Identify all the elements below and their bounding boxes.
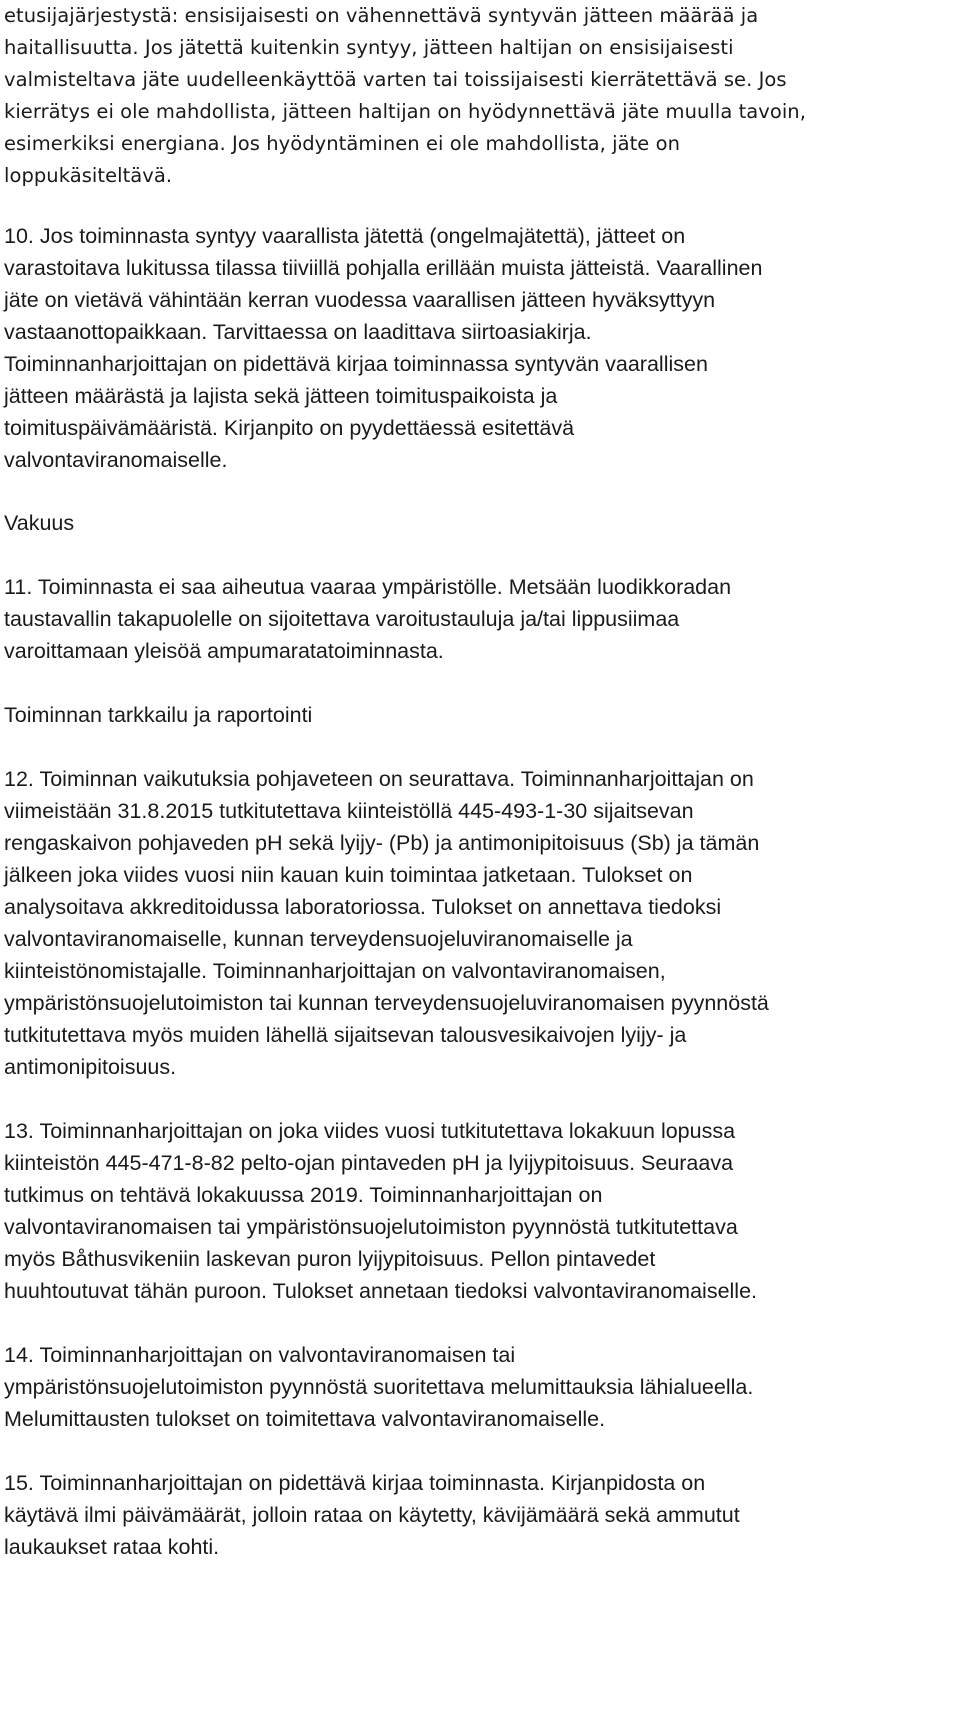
text-line: valvontaviranomaiselle. [4, 448, 228, 472]
section-heading-vakuus: Vakuus [4, 511, 75, 535]
text-line: valmisteltava jäte uudelleenkäyttöä varten tai toissijaisesti kierrätettävä se. Jos [4, 68, 787, 91]
text-line: viimeistään 31.8.2015 tutkitutettava kiinteistöllä 445-493-1-30 sijaitsevan [4, 799, 694, 823]
text-line: 10. Jos toiminnasta syntyy vaarallista jätettä (ongelmajätettä), jätteet on [4, 224, 686, 248]
text-line: esimerkiksi energiana. Jos hyödyntäminen ei ole mahdollista, jäte on [4, 132, 680, 155]
text-line: kiinteistön 445-471-8-82 pelto-ojan pintaveden pH ja lyijypitoisuus. Seuraava [4, 1151, 734, 1175]
text-line: antimonipitoisuus. [4, 1055, 177, 1079]
text-line: jäte on vietävä vähintään kerran vuodessa vaarallisen jätteen hyväksyttyyn [4, 288, 716, 312]
text-line: käytävä ilmi päivämäärät, jolloin rataa on käytetty, kävijämäärä sekä ammutut [4, 1503, 740, 1527]
text-line: varastoitava lukitussa tilassa tiiviillä pohjalla erillään muista jätteistä. Vaarallinen [4, 256, 763, 280]
text-line: 13. Toiminnanharjoittajan on joka viides vuosi tutkitutettava lokakuun lopussa [4, 1119, 736, 1143]
text-line: jätteen määrästä ja lajista sekä jätteen toimituspaikoista ja [4, 384, 558, 408]
text-line: rengaskaivon pohjaveden pH sekä lyijy- (Pb) ja antimonipitoisuus (Sb) ja tämän [4, 831, 760, 855]
text-line: jälkeen joka viides vuosi niin kauan kuin toimintaa jatketaan. Tulokset on [4, 863, 693, 887]
text-line: Melumittausten tulokset on toimitettava valvontaviranomaiselle. [4, 1407, 606, 1431]
text-line: kierrätys ei ole mahdollista, jätteen haltijan on hyödynnettävä jäte muulla tavoin, [4, 100, 806, 123]
text-line: tutkimus on tehtävä lokakuussa 2019. Toiminnanharjoittajan on [4, 1183, 603, 1207]
text-line: varoittamaan yleisöä ampumaratatoiminnasta. [4, 639, 444, 663]
text-line: valvontaviranomaiselle, kunnan terveydensuojeluviranomaiselle ja [4, 927, 633, 951]
text-line: analysoitava akkreditoidussa laboratoriossa. Tulokset on annettava tiedoksi [4, 895, 722, 919]
text-line: huuhtoutuvat tähän puroon. Tulokset annetaan tiedoksi valvontaviranomaiselle. [4, 1279, 758, 1303]
text-line: valvontaviranomaisen tai ympäristönsuojelutoimiston pyynnöstä tutkitutettava [4, 1215, 738, 1239]
text-line: etusijajärjestystä: ensisijaisesti on vähennettävä syntyvän jätteen määrää ja [4, 4, 759, 27]
text-line: 15. Toiminnanharjoittajan on pidettävä kirjaa toiminnasta. Kirjanpidosta on [4, 1471, 706, 1495]
text-line: toimituspäivämääristä. Kirjanpito on pyydettäessä esitettävä [4, 416, 575, 440]
text-line: taustavallin takapuolelle on sijoitettava varoitustauluja ja/tai lippusiimaa [4, 607, 680, 631]
text-line: 11. Toiminnasta ei saa aiheutua vaaraa ympäristölle. Metsään luodikkoradan [4, 575, 732, 599]
text-line: tutkitutettava myös muiden lähellä sijaitsevan talousvesikaivojen lyijy- ja [4, 1023, 687, 1047]
text-line: haitallisuutta. Jos jätettä kuitenkin syntyy, jätteen haltijan on ensisijaisesti [4, 36, 734, 59]
text-line: 12. Toiminnan vaikutuksia pohjaveteen on seurattava. Toiminnanharjoittajan on [4, 767, 754, 791]
text-line: loppukäsiteltävä. [4, 164, 173, 187]
text-line: myös Båthusvikeniin laskevan puron lyijypitoisuus. Pellon pintavedet [4, 1247, 656, 1271]
text-line: ympäristönsuojelutoimiston pyynnöstä suoritettava melumittauksia lähialueella. [4, 1375, 754, 1399]
section-heading-tarkkailu: Toiminnan tarkkailu ja raportointi [4, 703, 313, 727]
text-line: kiinteistönomistajalle. Toiminnanharjoittajan on valvontaviranomaisen, [4, 959, 666, 983]
text-line: ympäristönsuojelutoimiston tai kunnan terveydensuojeluviranomaisen pyynnöstä [4, 991, 769, 1015]
text-line: 14. Toiminnanharjoittajan on valvontaviranomaisen tai [4, 1343, 516, 1367]
text-line: Toiminnanharjoittajan on pidettävä kirjaa toiminnassa syntyvän vaarallisen [4, 352, 708, 376]
text-line: laukaukset rataa kohti. [4, 1535, 220, 1559]
text-line: vastaanottopaikkaan. Tarvittaessa on laadittava siirtoasiakirja. [4, 320, 592, 344]
